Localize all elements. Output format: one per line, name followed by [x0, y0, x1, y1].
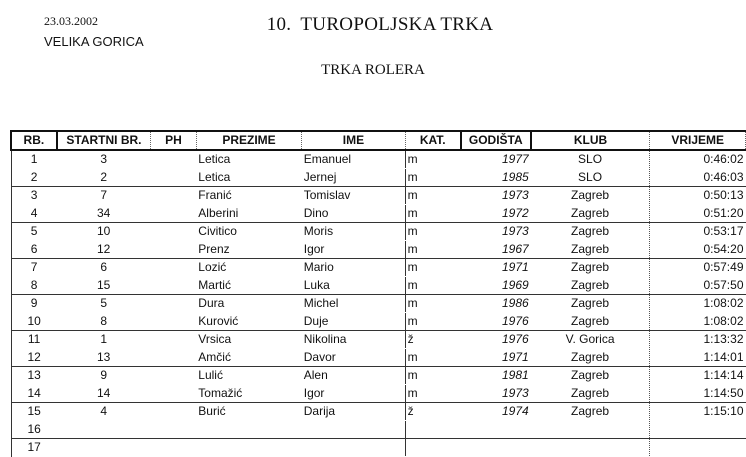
cell-rb: 10 — [11, 313, 57, 331]
table-row — [11, 349, 746, 367]
cell-vrijeme: 1:14:01 — [650, 349, 746, 367]
cell-ph — [151, 150, 197, 169]
cell-klub: Zagreb — [531, 277, 650, 295]
cell-ph — [151, 241, 197, 259]
cell-rb: 15 — [11, 403, 57, 421]
cell-klub — [531, 439, 650, 457]
cell-rb: 8 — [11, 277, 57, 295]
table-row — [11, 385, 746, 403]
col-header-ph: PH — [151, 131, 197, 150]
cell-ph — [151, 295, 197, 313]
cell-kat: m — [405, 241, 461, 259]
col-header-ime: IME — [302, 131, 405, 150]
cell-klub: SLO — [531, 169, 650, 187]
cell-klub: Zagreb — [571, 260, 610, 274]
cell-godista: 1974 — [501, 404, 529, 418]
cell-vrijeme: 1:14:14 — [650, 367, 746, 385]
cell-rb: 11 — [11, 331, 57, 349]
cell-godista: 1985 — [461, 169, 531, 187]
race-location: VELIKA GORICA — [44, 34, 144, 49]
cell-kat: m — [405, 277, 461, 295]
cell-vrijeme: 0:51:20 — [650, 205, 746, 223]
cell-prezime: Martić — [196, 277, 301, 295]
cell-rb: 5 — [11, 223, 57, 241]
cell-godista: 1977 — [501, 152, 529, 166]
cell-startni: 6 — [100, 260, 108, 274]
cell-rb: 3 — [11, 187, 57, 205]
cell-ime: Darija — [303, 404, 336, 418]
cell-ime: Dino — [302, 205, 405, 223]
table-row — [11, 403, 746, 421]
cell-ph — [151, 277, 197, 295]
table-row — [11, 259, 746, 277]
cell-klub: Zagreb — [531, 313, 650, 331]
table-row — [11, 331, 746, 349]
cell-kat: ž — [405, 331, 461, 349]
cell-kat: m — [405, 385, 461, 403]
cell-kat: m — [405, 205, 461, 223]
table-row — [11, 150, 746, 169]
col-header-klub: KLUB — [531, 131, 650, 150]
cell-prezime: Civitico — [198, 224, 237, 238]
race-date: 23.03.2002 — [44, 14, 98, 28]
cell-godista: 1969 — [461, 277, 531, 295]
cell-ph — [151, 259, 197, 277]
cell-ph — [151, 439, 197, 457]
cell-vrijeme: 0:53:17 — [650, 223, 746, 241]
table-row — [11, 241, 746, 259]
table-row — [11, 205, 746, 223]
cell-ph — [151, 313, 197, 331]
cell-startni: 7 — [100, 188, 108, 202]
cell-ime: Jernej — [302, 169, 405, 187]
cell-startni: 3 — [100, 152, 108, 166]
cell-kat — [405, 439, 461, 457]
cell-prezime: Alberini — [196, 205, 301, 223]
cell-ph — [151, 187, 197, 205]
cell-ph — [151, 169, 197, 187]
cell-klub: Zagreb — [571, 188, 610, 202]
cell-godista: 1967 — [461, 241, 531, 259]
cell-klub: Zagreb — [531, 385, 650, 403]
cell-kat: m — [405, 150, 461, 169]
cell-startni: 15 — [57, 277, 151, 295]
col-header-godista: GODIŠTA — [461, 131, 531, 150]
cell-ph — [151, 421, 197, 439]
cell-kat: ž — [405, 403, 461, 421]
cell-klub: Zagreb — [531, 205, 650, 223]
cell-rb: 7 — [11, 259, 57, 277]
cell-rb: 13 — [11, 367, 57, 385]
cell-ime: Michel — [303, 296, 339, 310]
cell-rb: 16 — [11, 421, 57, 439]
cell-klub: SLO — [578, 152, 603, 166]
cell-vrijeme: 0:46:03 — [650, 169, 746, 187]
cell-godista — [461, 439, 531, 457]
cell-ime: Emanuel — [303, 152, 352, 166]
cell-startni: 5 — [100, 296, 108, 310]
cell-ph — [151, 349, 197, 367]
cell-godista: 1972 — [461, 205, 531, 223]
cell-vrijeme: 0:54:20 — [650, 241, 746, 259]
table-row — [11, 295, 746, 313]
col-header-rb: RB. — [11, 131, 57, 150]
col-header-kat: KAT. — [405, 131, 461, 150]
cell-vrijeme: 0:57:50 — [650, 277, 746, 295]
cell-rb: 1 — [11, 150, 57, 169]
cell-ime — [302, 439, 405, 457]
cell-kat: m — [405, 223, 461, 241]
cell-kat: m — [405, 313, 461, 331]
cell-startni — [57, 439, 151, 457]
table-row — [11, 223, 746, 241]
cell-klub: Zagreb — [571, 296, 610, 310]
cell-godista: 1973 — [501, 188, 529, 202]
cell-ime: Igor — [302, 241, 405, 259]
cell-prezime: Dura — [198, 296, 225, 310]
page-title — [0, 14, 746, 36]
cell-godista: 1971 — [461, 349, 531, 367]
col-header-vrijeme: VRIJEME — [650, 131, 746, 150]
cell-prezime: Vrsica — [198, 332, 232, 346]
cell-ime: Nikolina — [303, 332, 347, 346]
cell-ph — [151, 403, 197, 421]
cell-ime: Mario — [303, 260, 334, 274]
cell-kat: m — [405, 187, 461, 205]
cell-prezime: Amčić — [196, 349, 301, 367]
col-header-startni: STARTNI BR. — [57, 131, 151, 150]
cell-rb: 12 — [11, 349, 57, 367]
cell-ime: Davor — [302, 349, 405, 367]
cell-startni: 4 — [100, 404, 108, 418]
cell-rb: 9 — [11, 295, 57, 313]
table-row — [11, 277, 746, 295]
table-row — [11, 439, 746, 457]
cell-kat: m — [405, 367, 461, 385]
table-row — [11, 169, 746, 187]
cell-godista: 1976 — [501, 332, 529, 346]
cell-rb: 14 — [11, 385, 57, 403]
cell-prezime: Letica — [198, 152, 231, 166]
cell-vrijeme: 0:50:13 — [650, 187, 746, 205]
cell-ime — [302, 421, 405, 439]
cell-prezime: Burić — [198, 404, 226, 418]
header-row — [11, 131, 746, 150]
cell-godista: 1976 — [461, 313, 531, 331]
cell-ph — [151, 331, 197, 349]
cell-kat: m — [405, 295, 461, 313]
cell-vrijeme: 1:13:32 — [650, 331, 746, 349]
col-header-prezime: PREZIME — [196, 131, 301, 150]
table-row — [11, 313, 746, 331]
cell-startni: 13 — [57, 349, 151, 367]
cell-godista — [461, 421, 531, 439]
cell-prezime: Prenz — [196, 241, 301, 259]
cell-godista: 1981 — [501, 368, 529, 382]
cell-prezime: Lulić — [198, 368, 223, 382]
cell-vrijeme: 0:57:49 — [650, 259, 746, 277]
cell-godista: 1973 — [461, 385, 531, 403]
cell-startni: 1 — [100, 332, 108, 346]
cell-klub: Zagreb — [531, 241, 650, 259]
cell-kat: m — [405, 259, 461, 277]
cell-startni: 34 — [57, 205, 151, 223]
table-row — [11, 367, 746, 385]
cell-prezime — [196, 421, 301, 439]
cell-startni: 9 — [100, 368, 108, 382]
cell-klub: V. Gorica — [565, 332, 615, 346]
cell-vrijeme — [650, 421, 746, 439]
cell-rb: 6 — [11, 241, 57, 259]
cell-rb: 2 — [11, 169, 57, 187]
cell-ph — [151, 223, 197, 241]
cell-vrijeme: 1:08:02 — [650, 295, 746, 313]
cell-vrijeme: 1:15:10 — [650, 403, 746, 421]
cell-kat: m — [405, 349, 461, 367]
cell-ime: Tomislav — [303, 188, 351, 202]
cell-vrijeme: 1:14:50 — [650, 385, 746, 403]
cell-ph — [151, 385, 197, 403]
table-row — [11, 421, 746, 439]
cell-klub: Zagreb — [571, 368, 610, 382]
cell-prezime: Tomažić — [196, 385, 301, 403]
cell-klub: Zagreb — [531, 349, 650, 367]
cell-godista: 1986 — [501, 296, 529, 310]
cell-ime: Moris — [303, 224, 334, 238]
cell-rb: 4 — [11, 205, 57, 223]
cell-startni: 10 — [97, 224, 111, 238]
cell-ime: Duje — [302, 313, 405, 331]
cell-ph — [151, 367, 197, 385]
results-body — [11, 150, 746, 457]
cell-vrijeme — [650, 439, 746, 457]
cell-startni: 2 — [57, 169, 151, 187]
cell-ime: Alen — [303, 368, 328, 382]
cell-ph — [151, 205, 197, 223]
cell-prezime: Franić — [198, 188, 232, 202]
cell-ime: Luka — [302, 277, 405, 295]
title-number: 10. — [266, 14, 292, 35]
cell-godista: 1973 — [501, 224, 529, 238]
cell-klub: Zagreb — [571, 224, 610, 238]
cell-klub — [531, 421, 650, 439]
cell-prezime: Letica — [196, 169, 301, 187]
cell-vrijeme: 0:46:02 — [650, 150, 746, 169]
title-text: TUROPOLJSKA TRKA — [300, 14, 494, 35]
cell-startni: 12 — [57, 241, 151, 259]
cell-prezime: Lozić — [198, 260, 227, 274]
cell-prezime — [196, 439, 301, 457]
table-row — [11, 187, 746, 205]
page-subtitle: TRKA ROLERA — [321, 62, 425, 78]
cell-godista: 1971 — [501, 260, 529, 274]
cell-vrijeme: 1:08:02 — [650, 313, 746, 331]
cell-kat: m — [405, 169, 461, 187]
cell-ime: Igor — [302, 385, 405, 403]
results-table — [10, 130, 746, 457]
cell-klub: Zagreb — [571, 404, 610, 418]
cell-prezime: Kurović — [196, 313, 301, 331]
cell-startni: 14 — [57, 385, 151, 403]
cell-startni: 8 — [57, 313, 151, 331]
cell-kat — [405, 421, 461, 439]
cell-startni — [57, 421, 151, 439]
cell-rb: 17 — [11, 439, 57, 457]
